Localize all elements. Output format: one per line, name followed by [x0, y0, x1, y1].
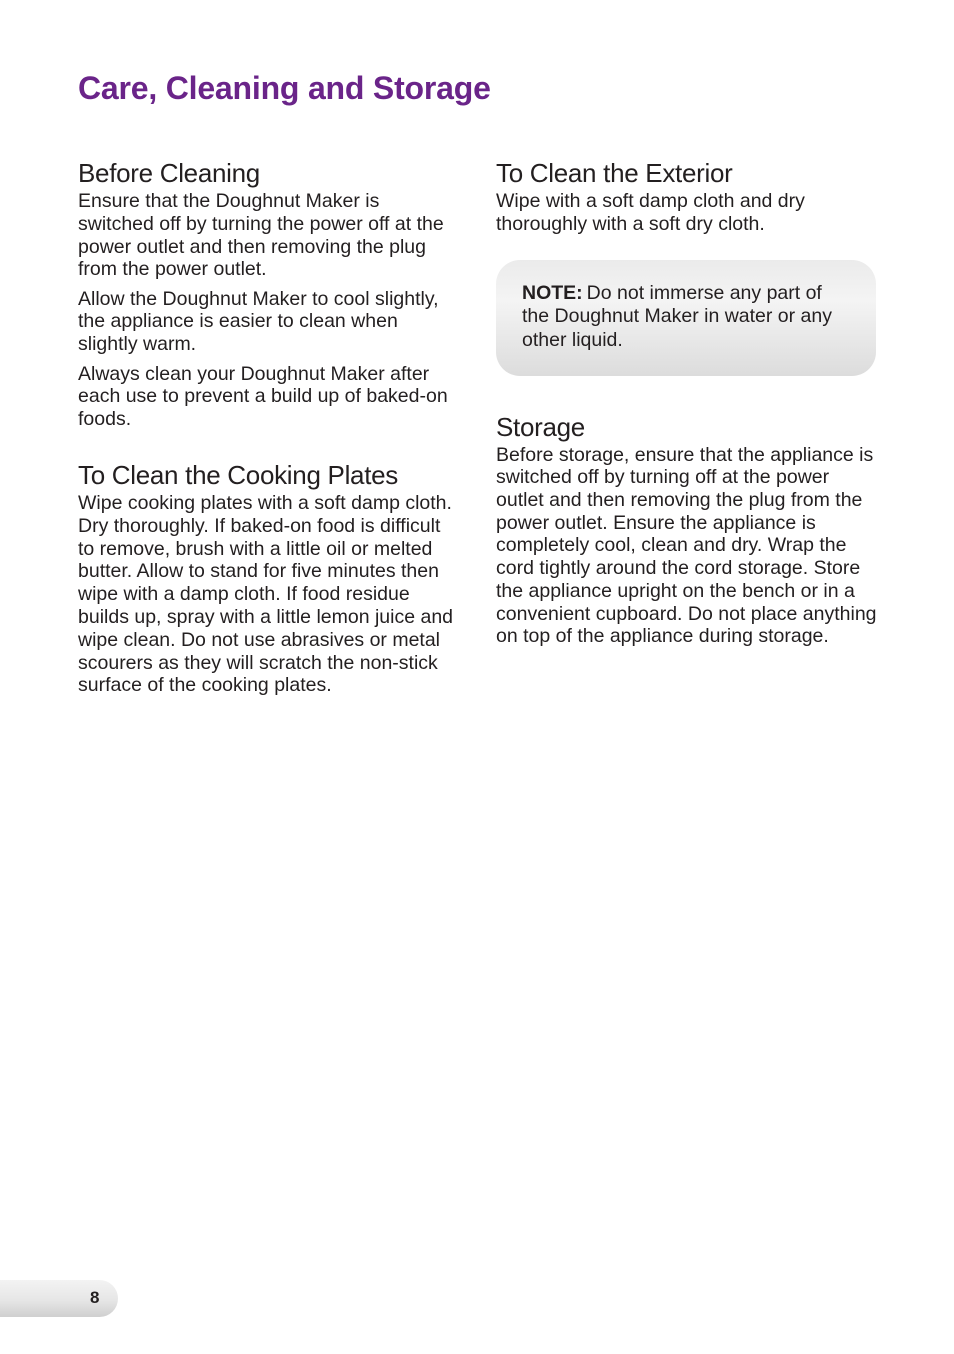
cooking-plates-body: Wipe cooking plates with a soft damp cloth. Dry thoroughly. If baked-on food is difficult to remove, brush with a little oil or melted butter. Allow to stand for five minutes then wipe with a damp cloth. If food residue builds up, spray with a little lemon juice and wipe clean. Do not use abrasives or metal scourers as they will scratch the non-stick surface of the cooking plates. — [78, 491, 454, 697]
page-number: 8 — [90, 1288, 100, 1307]
exterior-body: Wipe with a soft damp cloth and dry thoroughly with a soft dry cloth. — [496, 190, 805, 235]
exterior-heading: To Clean the Exterior — [496, 158, 733, 188]
exterior-section — [496, 156, 878, 236]
storage-heading: Storage — [496, 411, 585, 442]
before-cleaning-section — [78, 156, 460, 431]
before-cleaning-paragraph-3: Always clean your Doughnut Maker after each use to prevent a build up of baked-on foods. — [78, 362, 448, 431]
note-text: Do not immerse any part of the Doughnut Maker in water or any other liquid. — [522, 281, 833, 351]
before-cleaning-paragraph-1: Ensure that the Doughnut Maker is switched off by turning the power off at the power outlet and then removing the plug from the power outlet. — [78, 190, 444, 281]
before-cleaning-paragraph-2: Allow the Doughnut Maker to cool slightly, the appliance is easier to clean when slightly warm. — [78, 287, 439, 356]
storage-section — [496, 410, 878, 648]
page-number-tab — [0, 1280, 118, 1317]
storage-body: Before storage, ensure that the appliance is switched off by turning off at the power outlet and then removing the plug from the power outlet. Ensure the appliance is completely cool, clean and dry. Wrap the cord tightly around the cord storage. Store the appliance upright on the bench or in a convenient cupboard. Do not place anything on top of the appliance during storage. — [496, 443, 877, 648]
note-text-block — [522, 282, 850, 353]
cooking-plates-heading: To Clean the Cooking Plates — [78, 459, 398, 490]
cooking-plates-section — [78, 458, 460, 697]
left-column — [78, 156, 460, 697]
page-title: Care, Cleaning and Storage — [78, 70, 491, 106]
before-cleaning-heading: Before Cleaning — [78, 158, 260, 188]
note-box — [496, 260, 876, 376]
note-label: NOTE: — [522, 281, 583, 304]
right-column — [496, 156, 878, 648]
